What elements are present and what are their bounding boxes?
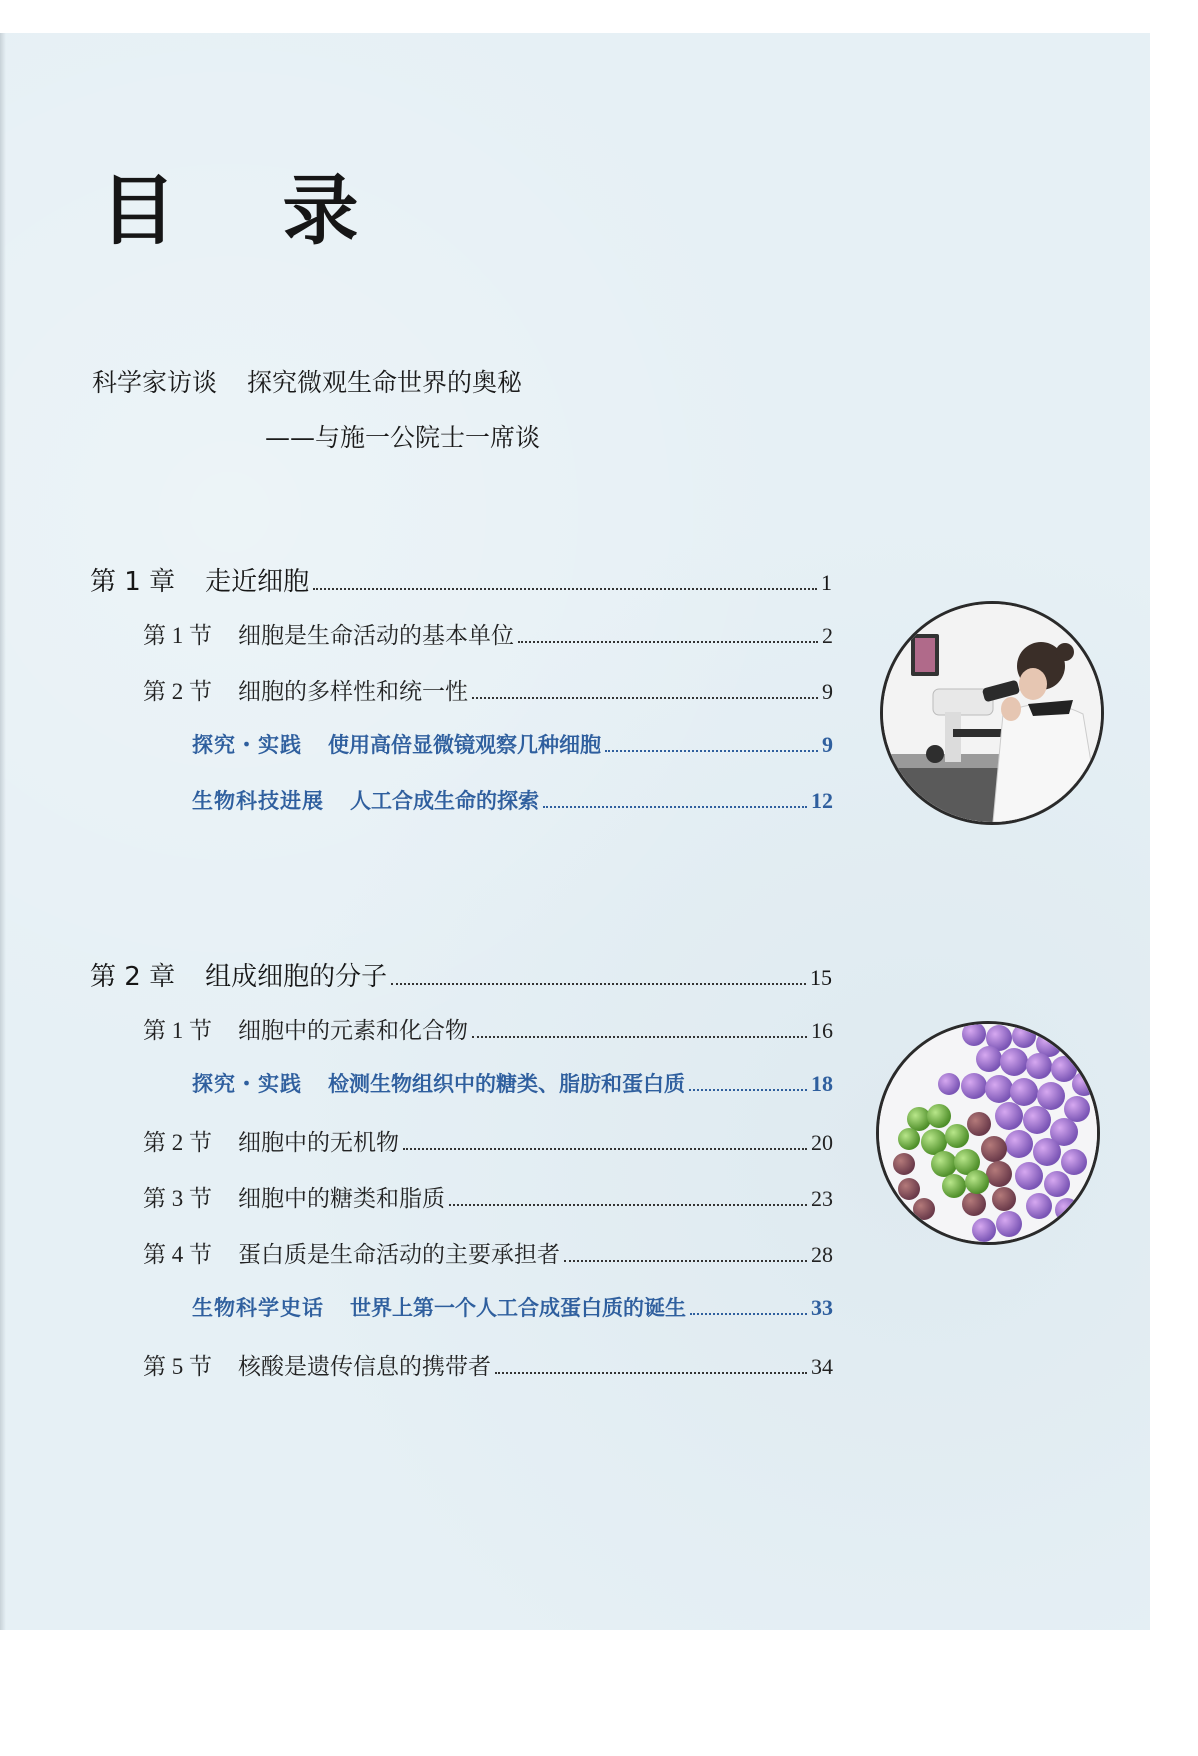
page-number: 28	[811, 1242, 833, 1267]
dot-leader	[403, 1147, 807, 1150]
page-number: 20	[811, 1130, 833, 1155]
feature-tag: 生物科学史话	[192, 1295, 324, 1320]
page-number: 9	[822, 732, 833, 757]
section-title: 蛋白质是生命活动的主要承担者	[238, 1242, 560, 1267]
page-number: 33	[811, 1295, 833, 1320]
section-number: 第 2 节	[143, 679, 212, 704]
dot-leader	[391, 982, 806, 985]
chapter-title: 走近细胞	[205, 567, 310, 597]
page-number: 1	[821, 570, 832, 595]
toc-feature[interactable]	[192, 785, 833, 815]
toc-chapter-1[interactable]	[90, 561, 832, 598]
feature-tag: 探究・实践	[192, 1071, 302, 1096]
feature-tag: 探究・实践	[192, 732, 302, 757]
section-title: 核酸是遗传信息的携带者	[238, 1354, 491, 1379]
dot-leader	[564, 1259, 807, 1262]
toc-section[interactable]	[143, 1012, 833, 1045]
page-number: 12	[811, 788, 833, 813]
microscope-scene-icon	[883, 604, 1101, 822]
dot-leader	[449, 1203, 807, 1206]
section-number: 第 1 节	[143, 623, 212, 648]
toc-section[interactable]	[143, 673, 833, 706]
dot-leader	[313, 587, 817, 590]
protein-molecule-model-image	[876, 1021, 1100, 1245]
toc-page	[0, 33, 1150, 1630]
feature-title: 人工合成生命的探索	[350, 788, 539, 813]
section-title: 细胞中的无机物	[238, 1130, 399, 1155]
section-title: 细胞中的糖类和脂质	[238, 1186, 445, 1211]
protein-structure-icon	[879, 1024, 1097, 1242]
section-number: 第 2 节	[143, 1130, 212, 1155]
dot-leader	[472, 1035, 807, 1038]
section-number: 第 4 节	[143, 1242, 212, 1267]
interview-subtitle: ——与施一公院士一席谈	[265, 423, 541, 452]
feature-title: 世界上第一个人工合成蛋白质的诞生	[350, 1295, 686, 1320]
toc-feature[interactable]	[192, 729, 833, 759]
page-number: 15	[810, 965, 832, 990]
toc-section[interactable]	[143, 1236, 833, 1269]
page-number: 16	[811, 1018, 833, 1043]
page-number: 9	[822, 679, 833, 704]
page-number: 23	[811, 1186, 833, 1211]
dot-leader	[690, 1312, 807, 1315]
toc-chapter-2[interactable]	[90, 956, 832, 993]
toc-section[interactable]	[143, 617, 833, 650]
dot-leader	[472, 696, 818, 699]
chapter-number: 第 2 章	[90, 962, 176, 992]
dot-leader	[605, 749, 818, 752]
page-number: 34	[811, 1354, 833, 1379]
section-title: 细胞是生命活动的基本单位	[238, 623, 514, 648]
section-number: 第 5 节	[143, 1354, 212, 1379]
toc-feature[interactable]	[192, 1292, 833, 1322]
toc-section[interactable]	[143, 1348, 833, 1381]
toc-section[interactable]	[143, 1180, 833, 1213]
interview-entry[interactable]	[92, 363, 522, 399]
chapter-title: 组成细胞的分子	[205, 962, 388, 992]
scientist-with-microscope-photo	[880, 601, 1104, 825]
feature-tag: 生物科技进展	[192, 788, 324, 813]
page-number: 18	[811, 1071, 833, 1096]
toc-feature[interactable]	[192, 1068, 833, 1098]
toc-section[interactable]	[143, 1124, 833, 1157]
dot-leader	[689, 1088, 807, 1091]
section-number: 第 1 节	[143, 1018, 212, 1043]
dot-leader	[495, 1371, 807, 1374]
chapter-number: 第 1 章	[90, 567, 176, 597]
dot-leader	[518, 640, 818, 643]
page-number: 2	[822, 623, 833, 648]
interview-label: 科学家访谈	[92, 368, 218, 397]
feature-title: 检测生物组织中的糖类、脂肪和蛋白质	[328, 1071, 685, 1096]
page-title: 目 录	[100, 166, 399, 255]
dot-leader	[543, 805, 807, 808]
section-title: 细胞的多样性和统一性	[238, 679, 468, 704]
section-number: 第 3 节	[143, 1186, 212, 1211]
section-title: 细胞中的元素和化合物	[238, 1018, 468, 1043]
feature-title: 使用高倍显微镜观察几种细胞	[328, 732, 601, 757]
interview-title: 探究微观生命世界的奥秘	[247, 368, 523, 397]
